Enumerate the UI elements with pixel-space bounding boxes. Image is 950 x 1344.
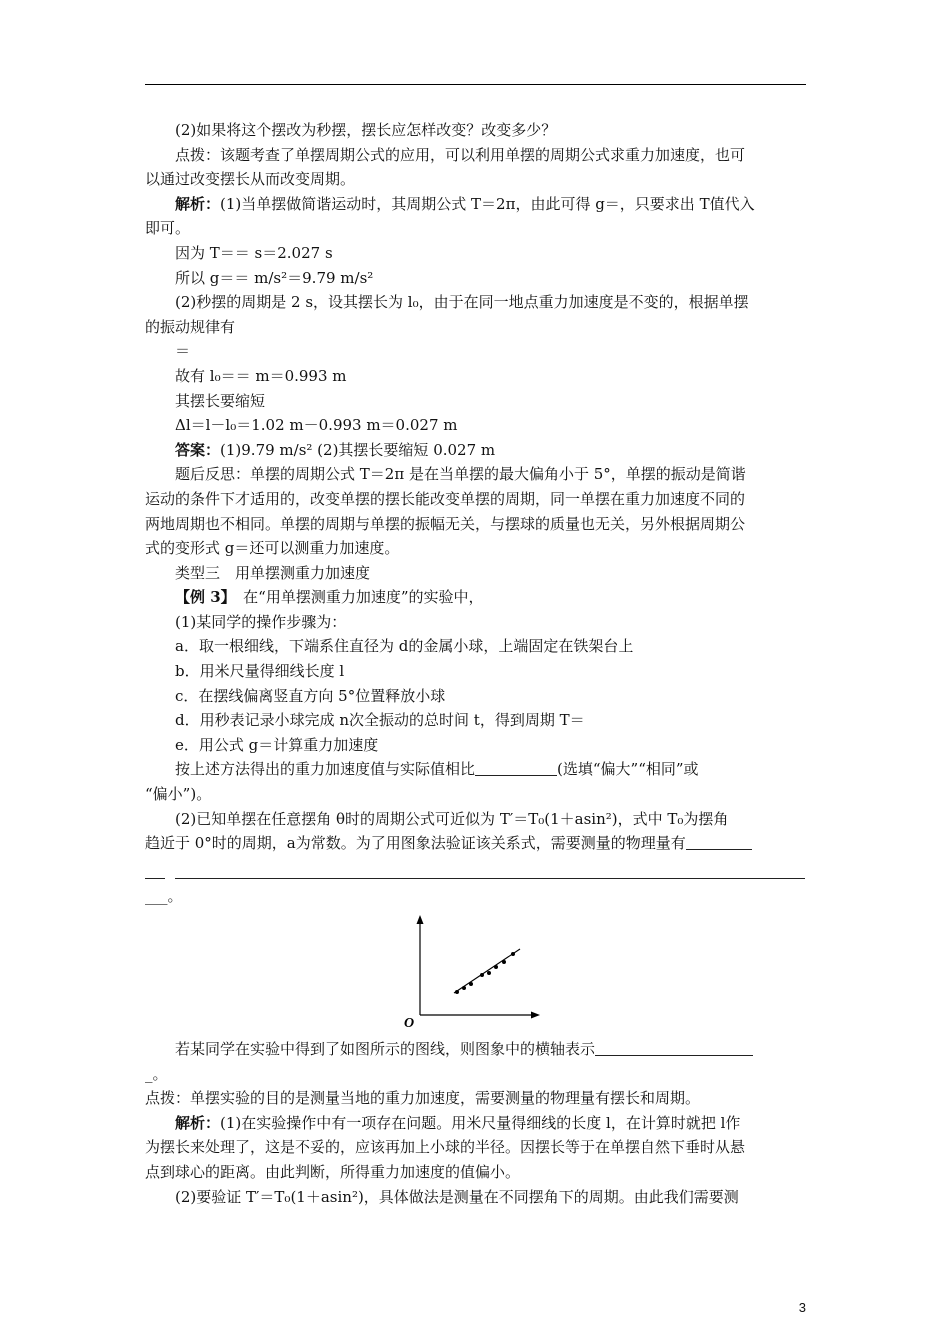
text-line [145,708,807,733]
question-3-end: _。 [145,1064,168,1083]
text-line [145,315,807,340]
question-1-line-2: “偏小”)。 [145,785,212,804]
answer-blank[interactable] [475,761,557,776]
line-text: (1)9.79 m/s² (2)其摆长要缩短 0.027 m [220,440,496,459]
solution-lines [145,118,807,757]
origin-label: O [404,1016,415,1031]
line-text: 所以 g＝＝ m/s²＝9.79 m/s² [175,268,374,287]
data-point [511,952,515,956]
question-2-line: (2)已知单摆在任意摆角 θ时的周期公式可近似为 T′＝T₀(1＋asin²)，式中 T₀为摆角 [175,809,729,828]
text-line [145,192,807,217]
line-text: 式的变形式 g＝还可以测重力加速度。 [145,539,400,558]
text-line [145,462,807,487]
line-text: 即可。 [145,219,191,238]
analysis-lines [145,1086,807,1209]
bold-label: 解析： [175,194,221,213]
text-line [145,561,807,586]
data-point [494,965,498,969]
answer-blank[interactable] [145,866,165,879]
question-1-line: 按上述方法得出的重力加速度值与实际值相比 (选填“偏大”“相同”或 [175,760,699,779]
text-line [145,413,807,438]
line-text: 点到球心的距离。由此判断，所得重力加速度的值偏小。 [145,1162,521,1181]
line-text: (1)当单摆做简谐运动时，其周期公式 T＝2π，由此可得 g＝，只要求出 T值代入 [220,194,755,213]
y-axis-arrow [417,915,424,924]
line-text: 点拨：单摆实验的目的是测量当地的重力加速度，需要测量的物理量有摆长和周期。 [145,1089,701,1108]
text-line [145,487,807,512]
question-3-line: 若某同学在实验中得到了如图所示的图线，则图象中的横轴表示 [145,1037,807,1062]
line-text: ＝ [175,342,191,361]
line-text: (2)要验证 T′＝T₀(1＋asin²)，具体做法是测量在不同摆角下的周期。由此我们需要测 [175,1187,739,1206]
line-text: d．用秒表记录小球完成 n次全振动的总时间 t，得到周期 T＝ [175,711,585,730]
line-text: 为摆长来处理了，这是不妥的，应该再加上小球的半径。因摆长等于在单摆自然下垂时从悬 [145,1138,746,1157]
text-line [145,536,807,561]
document-body [145,118,807,1209]
text-line [145,1135,807,1160]
question-2-line-2: 趋近于 0°时的周期，a为常数。为了用图象法验证该关系式，需要测量的物理量有 [145,831,807,856]
line-text: Δl＝l－l₀＝1.02 m－0.993 m＝0.027 m [175,416,458,435]
line-text: 其摆长要缩短 [175,391,266,410]
data-point [455,990,459,994]
line-text: a．取一根细线，下端系住直径为 d的金属小球，上端固定在铁架台上 [175,637,634,656]
bold-label: 解析： [175,1113,221,1132]
text-line [145,290,807,315]
data-point [462,986,466,990]
data-point [469,982,473,986]
page-number: 3 [798,1300,806,1315]
answer-blank[interactable] [686,835,752,850]
text-line [145,585,807,610]
text-line [145,438,807,463]
text-line [145,241,807,266]
text-line [145,1185,807,1210]
line-text: (1)在实验操作中有一项存在问题。用米尺量得细线的长度 l，在计算时就把 l作 [220,1113,741,1132]
line-text: e．用公式 g＝计算重力加速度 [175,735,379,754]
bold-label: 答案： [175,440,221,459]
line-text: (2)如果将这个摆改为秒摆，摆长应怎样改变？改变多少？ [175,121,557,139]
text-line [145,512,807,537]
line-text: c．在摆线偏离竖直方向 5°位置释放小球 [175,686,446,705]
text-line [145,339,807,364]
data-point [487,971,491,975]
line-text: 运动的条件下才适用的，改变单摆的摆长能改变单摆的周期，同一单摆在重力加速度不同的 [145,489,746,508]
line-graph [400,915,700,1033]
line-text: (1)某同学的操作步骤为： [175,612,347,631]
text-line [145,1086,807,1111]
text-line [145,733,807,758]
text-line [145,364,807,389]
data-point [502,960,506,964]
x-axis-arrow [531,1012,540,1019]
header-rule [145,84,806,85]
line-text: 点拨：该题考查了单摆周期公式的应用，可以利用单摆的周期公式求重力加速度，也可 [175,145,746,164]
text-line [145,389,807,414]
line-text: 因为 T＝＝ s＝2.027 s [175,243,333,262]
text-line [145,684,807,709]
line-text: 两地周期也不相同。单摆的周期与单摆的振幅无关，与摆球的质量也无关，另外根据周期公 [145,514,746,533]
line-text: 以通过改变摆长从而改变周期。 [145,170,356,189]
line-text: 故有 l₀＝＝ m＝0.993 m [175,366,347,385]
text-line [145,143,807,168]
line-text: 的振动规律有 [145,317,236,336]
answer-blank[interactable] [175,866,805,879]
line-text: 题后反思：单摆的周期公式 T＝2π 是在当单摆的最大偏角小于 5°，单摆的振动是简谐 [175,465,746,484]
text-line [145,634,807,659]
text-line [145,1111,807,1136]
text-line [145,266,807,291]
text-line [145,118,807,143]
text-line [145,167,807,192]
question-2-end: ___。 [145,887,183,906]
text-line [145,1160,807,1185]
graph-figure [145,909,807,1037]
line-text: 类型三 用单摆测重力加速度 [175,563,371,582]
text-line [145,610,807,635]
question-2-blank-line [145,860,807,885]
bold-label: 【例 3】 [175,588,229,607]
line-text: (2)秒摆的周期是 2 s，设其摆长为 l₀，由于在同一地点重力加速度是不变的，根据单摆 [175,293,749,312]
line-text: 在“用单摆测重力加速度”的实验中， [228,588,484,607]
line-text: b．用米尺量得细线长度 l [175,662,345,681]
answer-blank[interactable] [595,1041,753,1056]
data-point [480,973,484,977]
text-line [145,659,807,684]
text-line [145,216,807,241]
